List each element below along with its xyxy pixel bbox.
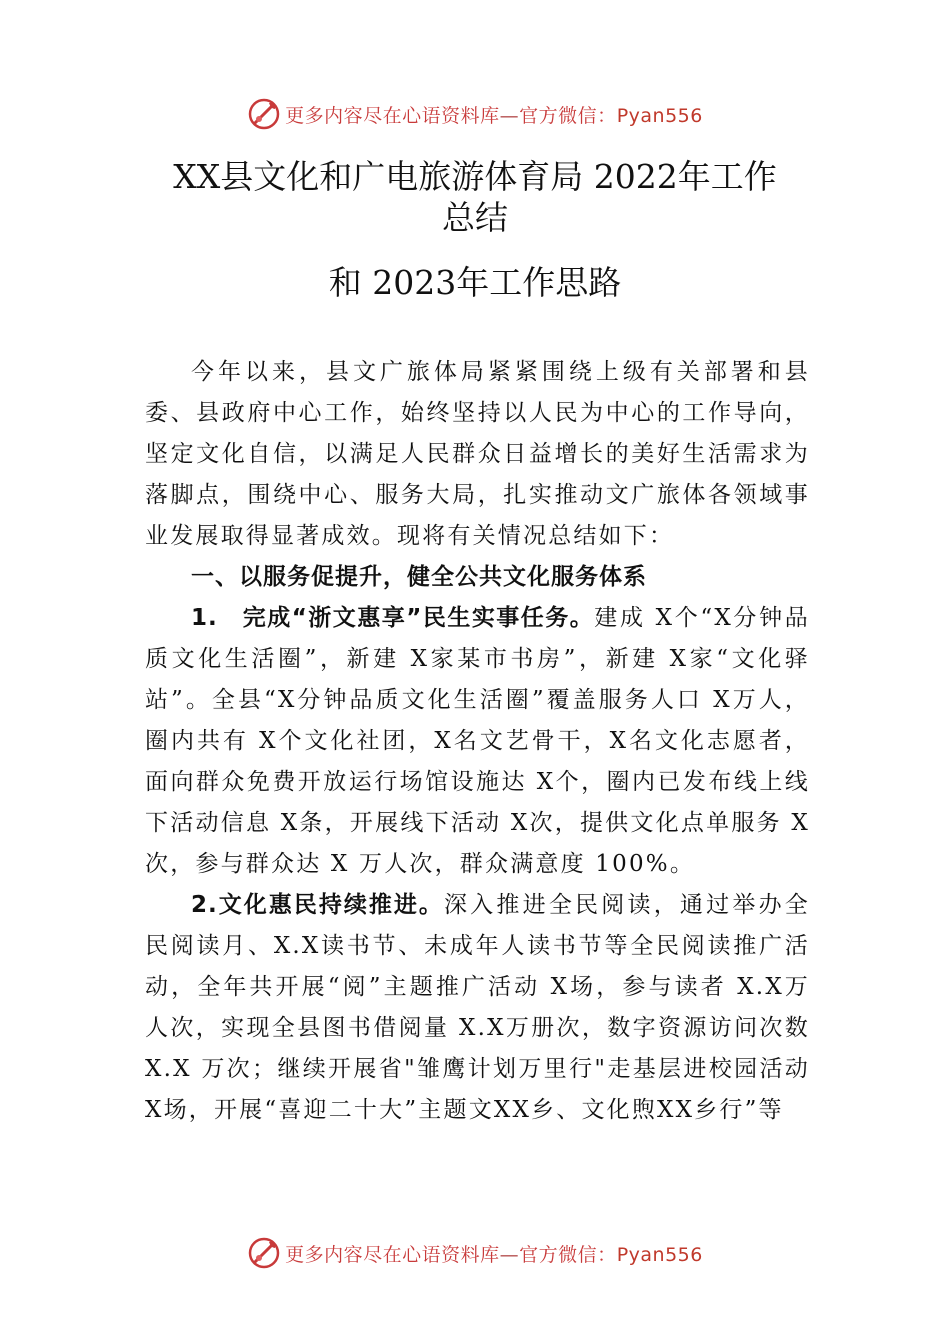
watermark-text: 更多内容尽在心语资料库—官方微信：Pyan556 xyxy=(285,104,703,127)
item-1-body: 建成 X个“X分钟品质文化生活圈”，新建 X家某市书房”，新建 X家“文化驿站”。全县“X分钟品质文化生活圈”覆盖服务人口 X万人，圈内共有 X个文化社团，X名文艺骨干，X名文化志愿者，面向群众免费开放运行场馆设施达 X个，圈内已发布线上线下活动信息 X条，开展线下活动 X次，提供文化点单服务 X 次，参与群众达 X 万人次，群众满意度 100%。 xyxy=(145,605,810,877)
watermark-top xyxy=(0,94,950,134)
quill-seal-icon xyxy=(247,97,281,131)
quill-seal-icon xyxy=(247,1236,281,1270)
document-title-line-2: 总结 xyxy=(442,198,508,237)
document-body xyxy=(145,352,810,1131)
intro-paragraph: 今年以来，县文广旅体局紧紧围绕上级有关部署和县委、县政府中心工作，始终坚持以人民为中心的工作导向，坚定文化自信，以满足人民群众日益增长的美好生活需求为落脚点，围绕中心、服务大局，扎实推动文广旅体各领域事业发展取得显著成效。现将有关情况总结如下： xyxy=(145,359,810,549)
watermark-text: 更多内容尽在心语资料库—官方微信：Pyan556 xyxy=(285,1243,703,1266)
item-1-title: 1. 完成“浙文惠享”民生实事任务。 xyxy=(191,605,595,631)
section-heading-1: 一、以服务促提升，健全公共文化服务体系 xyxy=(191,564,647,590)
watermark-bottom xyxy=(0,1233,950,1273)
item-2-body: 深入推进全民阅读，通过举办全民阅读月、X.X读书节、未成年人读书节等全民阅读推广活动，全年共开展“阅”主题推广活动 X场，参与读者 X.X万人次，实现全县图书借阅量 X.X万册次，数字资源访问次数 X.X 万次；继续开展省"雏鹰计划万里行"走基层进校园活动 X场，开展“喜迎二十大”主题文XX乡、文化煦XX乡行”等 xyxy=(145,892,810,1123)
document-title-line-1: XX县文化和广电旅游体育局 2022年工作 xyxy=(173,157,777,196)
item-2-paragraph xyxy=(145,885,810,1131)
item-2-title: 2.文化惠民持续推进。 xyxy=(191,892,444,918)
document-subtitle: 和 2023年工作思路 xyxy=(328,263,622,302)
item-1-paragraph xyxy=(145,598,810,885)
